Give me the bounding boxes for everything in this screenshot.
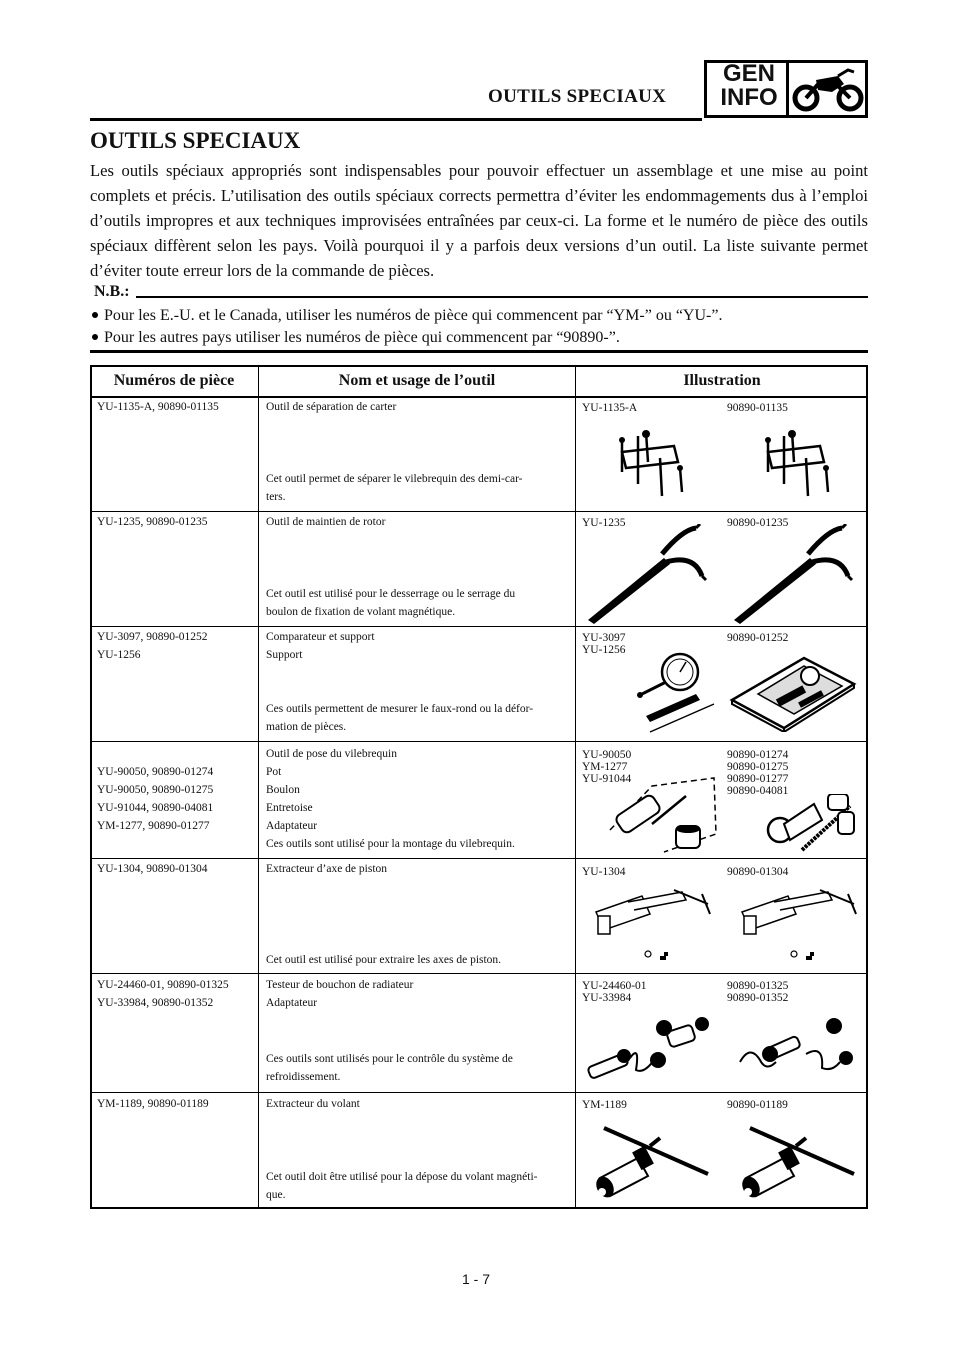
crankshaft-installer-illustration: [762, 794, 858, 856]
motorcycle-icon: [792, 66, 864, 114]
header-rule: [90, 118, 702, 121]
page-title: OUTILS SPECIAUX: [90, 128, 301, 153]
crankcase-separator-illustration: [758, 428, 838, 500]
illus-label: 90890-01325: [727, 980, 789, 992]
header-divider: [786, 62, 789, 115]
tool-name: Adaptateur: [266, 997, 318, 1009]
usage-line: Ces outils permettent de mesurer le faux-rond ou la défor-: [266, 703, 534, 715]
row7-parts: [97, 1095, 209, 1113]
tool-name: Testeur de bouchon de radiateur: [266, 979, 414, 991]
note-label: N.B.:: [94, 283, 130, 300]
col-header-name: Nom et usage de l’outil: [338, 372, 496, 389]
part-number: YU-24460-01, 90890-01325: [97, 979, 229, 991]
part-number: YU-90050, 90890-01275: [97, 784, 214, 796]
usage-line: Ces outils sont utilisé pour la montage du vilebrequin.: [266, 838, 515, 850]
row6-usage: [266, 1050, 513, 1086]
row6-parts: [97, 976, 229, 1012]
tool-name: Support: [266, 649, 303, 661]
row7-name: [266, 1095, 360, 1113]
illus-label: YM-1277: [582, 761, 628, 773]
illus-label: 90890-01275: [727, 761, 789, 773]
header-title: OUTILS SPECIAUX: [488, 86, 667, 107]
tool-name: Extracteur du volant: [266, 1098, 360, 1110]
piston-pin-puller-illustration: [736, 886, 860, 966]
row3-illus-b-label: 90890-01252: [727, 632, 789, 644]
note-item: [90, 305, 722, 327]
row1-name: [266, 398, 396, 416]
page-number: 1 - 7: [462, 1271, 491, 1287]
illus-label: 90890-01277: [727, 773, 789, 785]
gen-label: GEN: [722, 60, 775, 87]
usage-line: refroidissement.: [266, 1071, 341, 1083]
row5-illus-b-label: 90890-01304: [727, 866, 789, 878]
row6-name: [266, 976, 413, 1012]
col-header-parts: Numéros de pièce: [113, 372, 235, 389]
part-number: YU-1135-A, 90890-01135: [97, 401, 219, 413]
row6-illus-a-label: [582, 980, 647, 1004]
tool-name: Adaptateur: [266, 820, 318, 832]
usage-line: Cet outil permet de séparer le vilebrequin des demi-car-: [266, 473, 523, 485]
tool-name: Outil de séparation de carter: [266, 401, 397, 413]
row2-parts: [97, 513, 208, 531]
row4-parts: [97, 763, 213, 835]
note-rule-top: [136, 296, 868, 298]
usage-line: mation de pièces.: [266, 721, 347, 733]
usage-line: boulon de fixation de volant magnétique.: [266, 606, 456, 618]
illus-label: 90890-04081: [727, 785, 789, 797]
row2-illus-b-label: 90890-01235: [727, 517, 789, 529]
row6-illus-b-label: [727, 980, 788, 1004]
dial-gauge-set-illustration: [728, 648, 858, 732]
row1-parts: [97, 398, 219, 416]
row5-name: [266, 860, 387, 878]
tool-name: Entretoise: [266, 802, 313, 814]
usage-line: Cet outil doit être utilisé pour la dépose du volant magnéti-: [266, 1171, 538, 1183]
illus-label: YU-24460-01: [582, 980, 647, 992]
part-number: YM-1189, 90890-01189: [97, 1098, 209, 1110]
part-number: YU-33984, 90890-01352: [97, 997, 214, 1009]
illus-label: YU-90050: [582, 749, 632, 761]
illus-label: 90890-01352: [727, 992, 789, 1004]
row2-illus-a-label: YU-1235: [582, 517, 626, 529]
row1-illus-b-label: 90890-01135: [727, 402, 788, 414]
row-rule: [90, 626, 868, 627]
row-rule: [90, 973, 868, 974]
bullet-icon: [92, 312, 98, 318]
note-rule-bottom: [90, 350, 868, 353]
flywheel-puller-illustration: [590, 1120, 714, 1202]
tool-name: Outil de pose du vilebrequin: [266, 748, 397, 760]
tool-name: Pot: [266, 766, 282, 778]
illus-label: YU-33984: [582, 992, 632, 1004]
dial-gauge-illustration: [630, 650, 720, 736]
usage-line: Ces outils sont utilisés pour le contrôle du système de: [266, 1053, 513, 1065]
row3-usage: [266, 700, 533, 736]
row4-name: [266, 745, 515, 853]
row-rule: [90, 511, 868, 512]
row2-name: [266, 513, 385, 531]
row3-illus-a-label: [582, 632, 625, 656]
row7-usage: [266, 1168, 537, 1204]
usage-line: Cet outil est utilisé pour le desserrage ou le serrage du: [266, 588, 516, 600]
row5-illus-a-label: YU-1304: [582, 866, 626, 878]
gen-info-label: [714, 62, 784, 110]
row1-illus-a-label: YU-1135-A: [582, 402, 638, 414]
col-divider: [575, 365, 576, 1209]
part-number: YU-90050, 90890-01274: [97, 766, 214, 778]
radiator-cap-tester-illustration: [736, 1014, 858, 1086]
usage-line: Cet outil est utilisé pour extraire les axes de piston.: [266, 954, 502, 966]
col-divider: [258, 365, 259, 1209]
part-number: YU-1256: [97, 649, 141, 661]
tool-name: Boulon: [266, 784, 300, 796]
rotor-holder-illustration: [584, 524, 714, 624]
part-number: YM-1277, 90890-01277: [97, 820, 210, 832]
row5-parts: [97, 860, 208, 878]
row2-usage: [266, 585, 515, 621]
row-rule: [90, 1092, 868, 1093]
piston-pin-puller-illustration: [590, 886, 714, 966]
tool-name: Extracteur d’axe de piston: [266, 863, 388, 875]
crankcase-separator-illustration: [612, 428, 692, 500]
row3-name: [266, 628, 375, 664]
tool-name: Outil de maintien de rotor: [266, 516, 386, 528]
row-rule: [90, 741, 868, 742]
info-label: INFO: [720, 84, 778, 111]
note-item-text: Pour les autres pays utiliser les numéros de pièce qui commencent par “90890-”.: [104, 329, 620, 346]
illus-label: 90890-01274: [727, 749, 789, 761]
col-header-illustration: Illustration: [683, 372, 761, 389]
note-item-text: Pour les E.-U. et le Canada, utiliser les numéros de pièce qui commencent par “YM-” ou “YU-”.: [104, 307, 723, 324]
illus-label: YU-91044: [582, 773, 632, 785]
row-rule: [90, 858, 868, 859]
rotor-holder-illustration: [730, 524, 860, 624]
part-number: YU-3097, 90890-01252: [97, 631, 208, 643]
usage-line: ters.: [266, 491, 286, 503]
part-number: YU-91044, 90890-04081: [97, 802, 214, 814]
illus-label: YU-3097: [582, 632, 626, 644]
row3-parts: [97, 628, 208, 664]
row1-usage: [266, 470, 523, 506]
flywheel-puller-illustration: [736, 1120, 860, 1202]
part-number: YU-1304, 90890-01304: [97, 863, 208, 875]
crankshaft-installer-illustration: [606, 772, 722, 856]
radiator-cap-tester-illustration: [584, 1014, 714, 1086]
intro-paragraph: Les outils spéciaux appropriés sont indispensables pour pouvoir effectuer un assemblage et une mise au point complets et précis. L’utilisation des outils spéciaux corrects permettra d’éviter les endommagements dus à l’emploi d’outils impropres et aux techniques improvisées entraînées par ceux-ci. La forme et le numéro de pièce des outils spéciaux diffèrent selon les pays. Voilà pourquoi il y a parfois deux versions d’un outil. La liste suivante permet d’éviter toute erreur lors de la commande de pièces.: [90, 161, 868, 280]
part-number: YU-1235, 90890-01235: [97, 516, 208, 528]
bullet-icon: [92, 334, 98, 340]
row7-illus-a-label: YM-1189: [582, 1099, 627, 1111]
row5-usage: [266, 951, 501, 969]
row7-illus-b-label: 90890-01189: [727, 1099, 788, 1111]
tool-name: Comparateur et support: [266, 631, 375, 643]
usage-line: que.: [266, 1189, 286, 1201]
row4-illus-b-label: [727, 749, 788, 797]
illus-label: YU-1256: [582, 644, 626, 656]
note-item: [90, 327, 620, 349]
